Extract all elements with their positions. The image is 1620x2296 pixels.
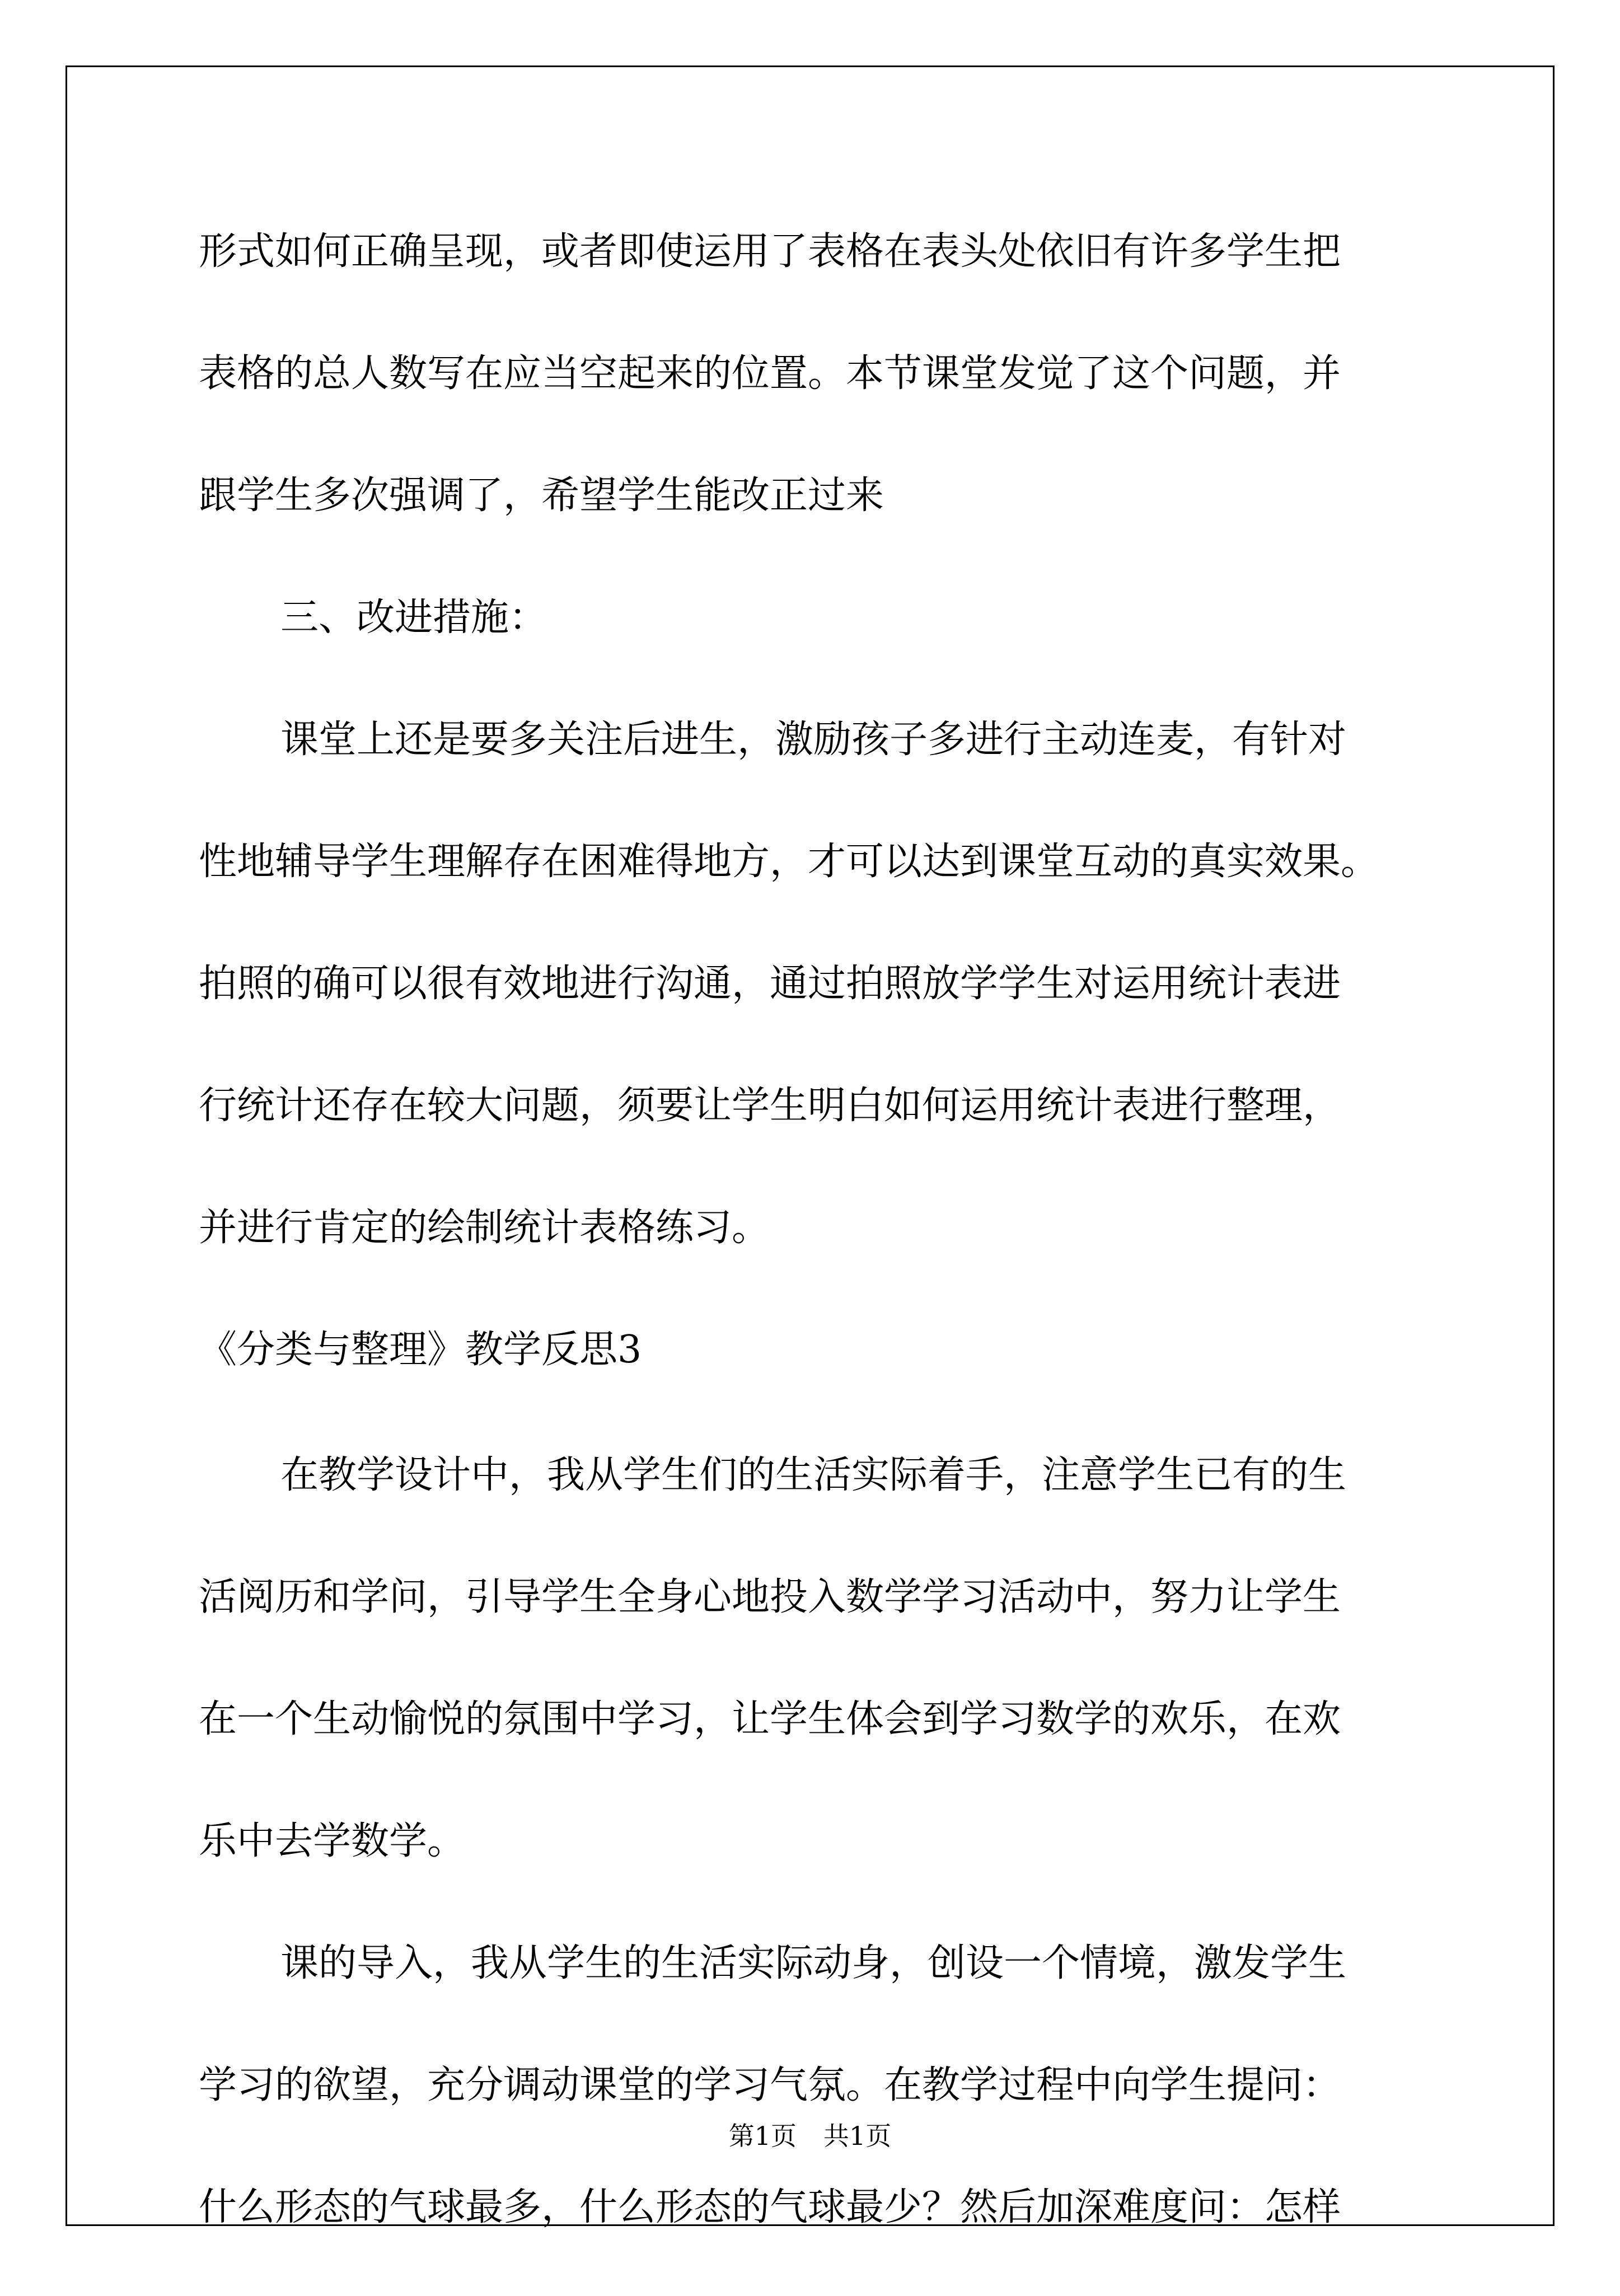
paragraph-line: 行统计还存在较大问题，须要让学生明白如何运用统计表进行整理，	[199, 1084, 1341, 1128]
paragraph-line: 乐中去学数学。	[199, 1819, 466, 1863]
paragraph-line: 拍照的确可以很有效地进行沟通，通过拍照放学学生对运用统计表进	[199, 962, 1341, 1006]
paragraph-line: 性地辅导学生理解存在困难得地方，才可以达到课堂互动的真实效果。	[199, 840, 1379, 884]
paragraph-line: 在一个生动愉悦的氛围中学习，让学生体会到学习数学的欢乐，在欢	[199, 1697, 1341, 1741]
article-title: 《分类与整理》教学反思3	[199, 1328, 642, 1372]
section-heading: 三、改进措施：	[280, 596, 547, 640]
paragraph-line: 课堂上还是要多关注后进生，激励孩子多进行主动连麦，有针对	[280, 718, 1347, 762]
paragraph-line: 跟学生多次强调了，希望学生能改正过来	[199, 474, 884, 518]
page-total: 共1页	[823, 2121, 892, 2151]
document-body	[199, 218, 1447, 2296]
paragraph-line: 什么形态的气球最多，什么形态的气球最少？然后加深难度问：怎样	[199, 2185, 1341, 2229]
page-number: 第1页	[728, 2121, 797, 2151]
paragraph-line: 课的导入，我从学生的生活实际动身，创设一个情境，激发学生	[280, 1941, 1347, 1985]
paragraph-line: 活阅历和学问，引导学生全身心地投入数学学习活动中，努力让学生	[199, 1575, 1341, 1619]
paragraph-line: 表格的总人数写在应当空起来的位置。本节课堂发觉了这个问题，并	[199, 352, 1341, 396]
paragraph-line: 形式如何正确呈现，或者即使运用了表格在表头处依旧有许多学生把	[199, 229, 1341, 274]
paragraph-line: 并进行肯定的绘制统计表格练习。	[199, 1206, 770, 1250]
paragraph-line: 学习的欲望，充分调动课堂的学习气氛。在教学过程中向学生提问：	[199, 2063, 1341, 2107]
paragraph-line: 在教学设计中，我从学生们的生活实际着手，注意学生已有的生	[280, 1453, 1347, 1497]
page-footer	[0, 2116, 1620, 2153]
